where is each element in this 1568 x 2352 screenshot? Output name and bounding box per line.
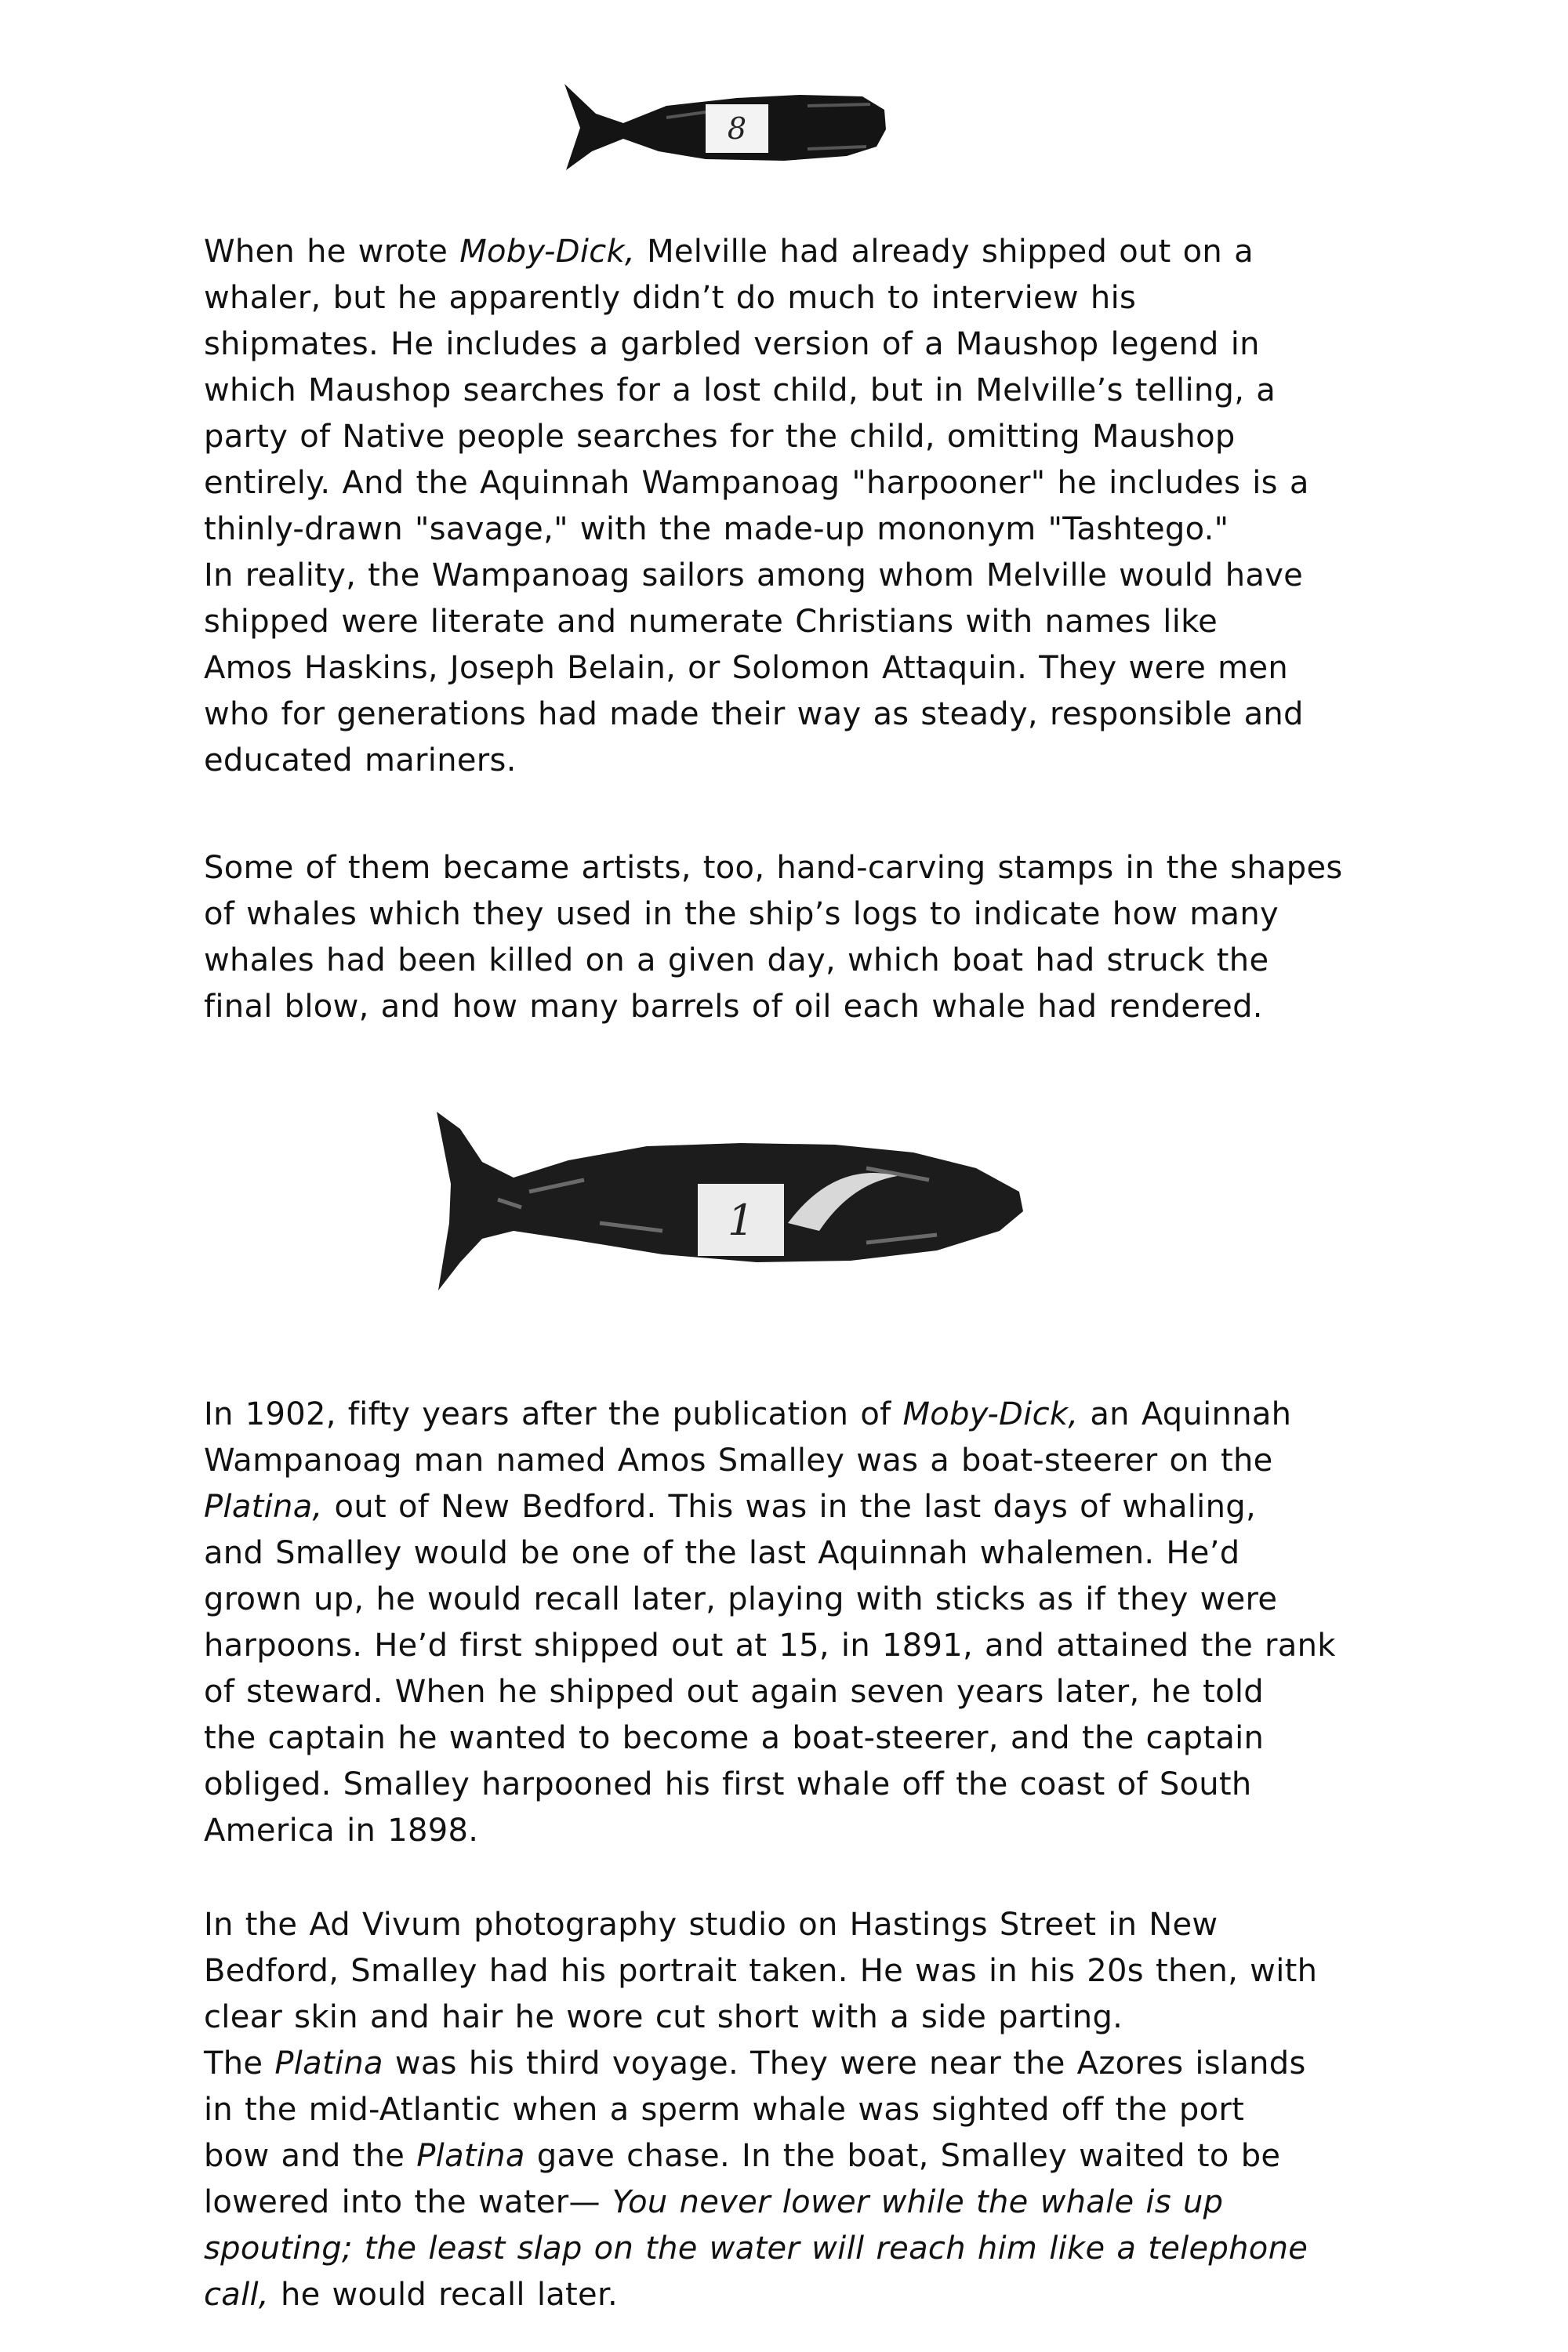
text-line [204, 2180, 1427, 2226]
text-line: final blow, and how many barrels of oil each whale had rendered. [204, 989, 1263, 1025]
text-segment: was his third voyage. They were near the Azores islands [383, 2045, 1306, 2082]
paragraph-1 [204, 229, 1427, 784]
text-segment: In 1902, fifty years after the publication of [204, 1396, 903, 1432]
text-line: educated mariners. [204, 742, 517, 779]
text-segment: an Aquinnah [1078, 1396, 1292, 1432]
text-line: America in 1898. [204, 1813, 479, 1849]
book-title: Moby-Dick, [902, 1396, 1079, 1432]
quote-segment: call, [204, 2277, 269, 2313]
text-line: Some of them became artists, too, hand-carving stamps in the shapes [204, 850, 1343, 886]
text-line: harpoons. He’d first shipped out at 15, in 1891, and attained the rank [204, 1628, 1336, 1664]
text-segment: lowered into the water— [204, 2184, 612, 2220]
text-line: of steward. When he shipped out again seven years later, he told [204, 1674, 1264, 1710]
text-line [204, 229, 1427, 275]
text-line: of whales which they used in the ship’s logs to indicate how many [204, 896, 1279, 932]
text-line: party of Native people searches for the child, omitting Maushop [204, 419, 1236, 455]
text-line: who for generations had made their way as steady, responsible and [204, 696, 1304, 732]
text-line: which Maushop searches for a lost child, but in Melville’s telling, a [204, 372, 1276, 408]
text-line: in the mid-Atlantic when a sperm whale was sighted off the port [204, 2092, 1245, 2128]
ship-name: Platina [274, 2045, 383, 2082]
quote-segment: You never lower while the whale is up [612, 2184, 1224, 2220]
text-segment: When he wrote [204, 234, 460, 270]
text-line: clear skin and hair he wore cut short with a side parting. [204, 1999, 1123, 2035]
text-segment: The [204, 2045, 275, 2082]
text-line: grown up, he would recall later, playing with sticks as if they were [204, 1581, 1278, 1617]
text-line: In the Ad Vivum photography studio on Hastings Street in New [204, 1907, 1218, 1943]
whale-stamp-middle-icon [427, 1105, 1039, 1294]
book-title: Moby-Dick, [459, 234, 636, 270]
text-line: Wampanoag man named Amos Smalley was a boat-steerer on the [204, 1443, 1273, 1479]
quote-segment: spouting; the least slap on the water will reach him like a telephone [204, 2230, 1308, 2267]
text-segment: he would recall later. [268, 2277, 619, 2313]
ship-name: Platina [416, 2138, 525, 2174]
text-segment: Melville had already shipped out on a [635, 234, 1254, 270]
text-line: the captain he wanted to become a boat-steerer, and the captain [204, 1720, 1265, 1756]
text-segment: gave chase. In the boat, Smalley waited to be [524, 2138, 1281, 2174]
text-line: shipped were literate and numerate Christians with names like [204, 604, 1218, 640]
text-line: obliged. Smalley harpooned his first whale off the coast of South [204, 1766, 1252, 1802]
whale-stamp-top-icon [549, 74, 894, 176]
text-segment: bow and the [204, 2138, 417, 2174]
ship-name: Platina, [204, 1489, 323, 1525]
text-line: In reality, the Wampanoag sailors among whom Melville would have [204, 557, 1304, 593]
text-line: whales had been killed on a given day, which boat had struck the [204, 942, 1269, 978]
text-line: and Smalley would be one of the last Aquinnah whalemen. He’d [204, 1535, 1240, 1571]
paragraph-4 [204, 1902, 1427, 2318]
text-line [204, 2226, 1427, 2272]
text-line [204, 2272, 1427, 2318]
text-line: shipmates. He includes a garbled version of a Maushop legend in [204, 326, 1260, 362]
text-line: thinly-drawn "savage," with the made-up mononym "Tashtego." [204, 511, 1229, 547]
text-line: entirely. And the Aquinnah Wampanoag "harpooner" he includes is a [204, 465, 1309, 501]
text-line: whaler, but he apparently didn’t do much to interview his [204, 280, 1137, 316]
text-line: Bedford, Smalley had his portrait taken. He was in his 20s then, with [204, 1953, 1318, 1989]
whale-stamp-top-number: 8 [727, 111, 747, 146]
text-line [204, 2133, 1427, 2180]
paragraph-2 [204, 845, 1427, 1030]
text-line [204, 2041, 1427, 2087]
text-line [204, 1484, 1427, 1530]
whale-stamp-middle-number: 1 [727, 1196, 755, 1245]
text-segment: out of New Bedford. This was in the last days of whaling, [322, 1489, 1256, 1525]
paragraph-3 [204, 1392, 1427, 1854]
text-line [204, 1392, 1427, 1438]
text-line: Amos Haskins, Joseph Belain, or Solomon Attaquin. They were men [204, 650, 1289, 686]
